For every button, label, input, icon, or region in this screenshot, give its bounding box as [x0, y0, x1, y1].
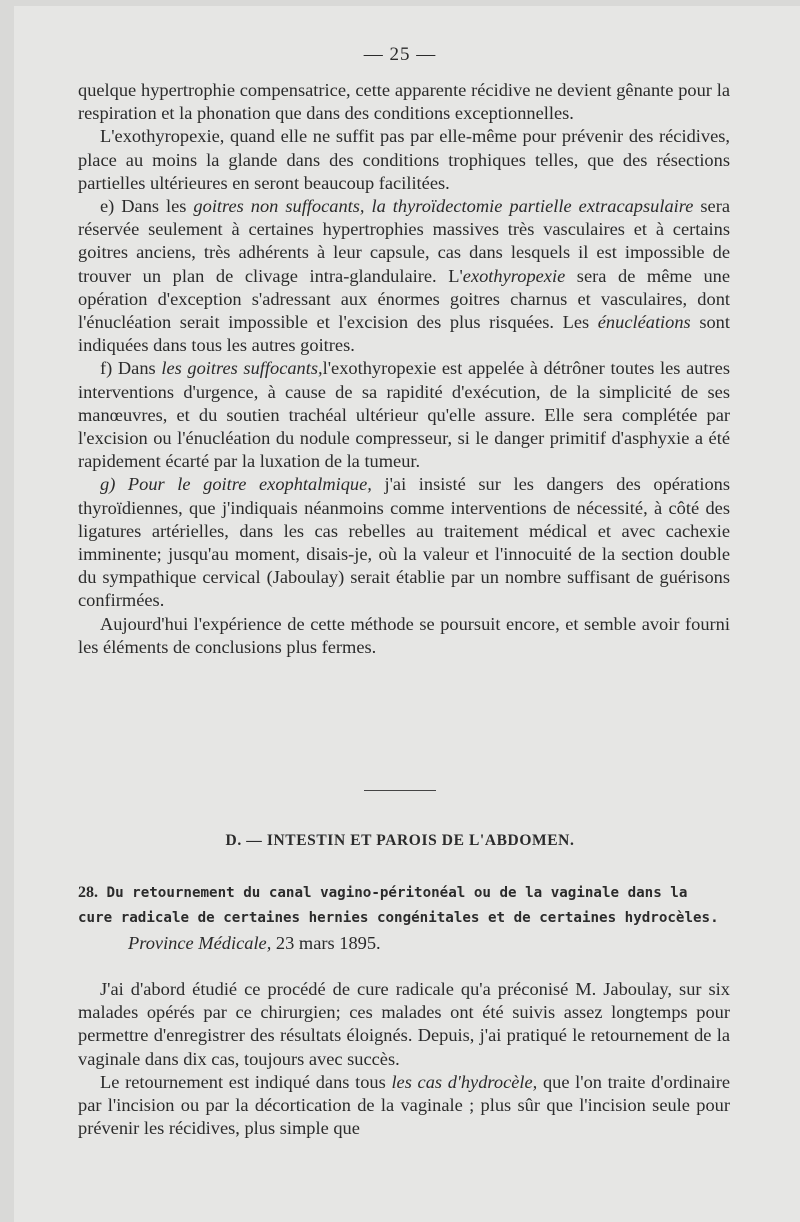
section-divider — [364, 790, 436, 791]
entry-number: 28. — [78, 884, 98, 901]
entry-title — [78, 880, 730, 931]
page-number: — 25 — — [363, 44, 437, 65]
paragraph-f: f) Dans les goitres suffocants,l'exothyropexie est appelée à détrôner toutes les autres interventions d'urgence, à cause de sa rapidité d'exécution, de la simplicité de ses manœuvres, et du soutien trachéal ultérieur qu'elle assure. Elle sera complétée par l'excision ou l'énucléation du nodule compresseur, si le danger primitif d'asphyxie a été rapidement écarté par la luxation de la tumeur. — [78, 358, 730, 472]
source-date: 23 mars 1895. — [271, 933, 381, 953]
paragraph: quelque hypertrophie compensatrice, cette apparente récidive ne devient gênante pour la respiration et la phonation que dans des conditions exceptionnelles. — [78, 80, 730, 124]
body-text-upper — [78, 79, 730, 659]
paragraph: Le retournement est indiqué dans tous les cas d'hydrocèle, que l'on traite d'ordinaire par l'incision ou par la décortication de la vaginale ; plus sûr que l'incision seule pour prévenir les récidives, plus simple que — [78, 1071, 731, 1139]
paragraph: J'ai d'abord étudié ce procédé de cure radicale qu'a préconisé M. Jaboulay, sur six malades opérés par ce chirurgien; ces malades ont été suivis assez longtemps pour permettre d'enregistrer des résultats éloignés. Depuis, j'ai pratiqué le retournement de la vaginale dans dix cas, toujours avec succès. — [78, 979, 730, 1069]
section-heading: D. — INTESTIN ET PAROIS DE L'ABDOMEN. — [225, 832, 575, 849]
entry-title-text: Du retournement du canal vagino-péritonéal ou de la vaginale dans la cure radicale de certaines hernies congénitales et de certaines hydrocèles. — [78, 885, 719, 926]
emphasis: g) Pour le goitre exophtalmique, — [100, 474, 372, 495]
entry-source — [128, 933, 381, 954]
paragraph-e: e) Dans les goitres non suffocants, la thyroïdectomie partielle extracapsulaire sera réservée seulement à certaines hypertrophies massives très vasculaires et à certains goitres anciens, très adhérents à leur capsule, cas dans lesquels il est impossible de trouver un plan de clivage intra-glandulaire. L'exothyropexie sera de même une opération d'exception s'adressant aux énormes goitres charnus et vasculaires, dont l'énucléation serait impossible et l'excision des plus risquées. Les énucléations sont indiquées dans tous les autres goitres. — [78, 196, 730, 356]
paragraph: Aujourd'hui l'expérience de cette méthode se poursuit encore, et semble avoir fourni les éléments de conclusions plus fermes. — [78, 613, 730, 657]
emphasis: exothyropexie — [462, 265, 566, 286]
emphasis: énucléations — [597, 312, 691, 333]
source-journal: Province Médicale, — [128, 933, 272, 953]
emphasis: goitres non suffocants, la thyroïdectomie partielle extracapsulaire — [193, 196, 694, 217]
paragraph: L'exothyropexie, quand elle ne suffit pas par elle-même pour prévenir des récidives, place au moins la glande dans des conditions trophiques telles, que des résections partielles ultérieures en seront beaucoup facilitées. — [78, 126, 730, 193]
emphasis: les cas d'hydrocèle, — [391, 1071, 538, 1092]
paragraph-g: g) Pour le goitre exophtalmique, j'ai insisté sur les dangers des opérations thyroïdiennes, que j'indiquais néanmoins comme interventions de nécessité, à côté des ligatures artérielles, dans les cas rebelles au traitement médical et avec cachexie imminente; jusqu'au moment, disais-je, où la valeur et l'innocuité de la section double du sympathique cervical (Jaboulay) serait établie par un nombre suffisant de guérisons confirmées. — [78, 474, 730, 611]
emphasis: les goitres suffocants, — [161, 358, 323, 379]
body-text-lower — [78, 978, 730, 1140]
